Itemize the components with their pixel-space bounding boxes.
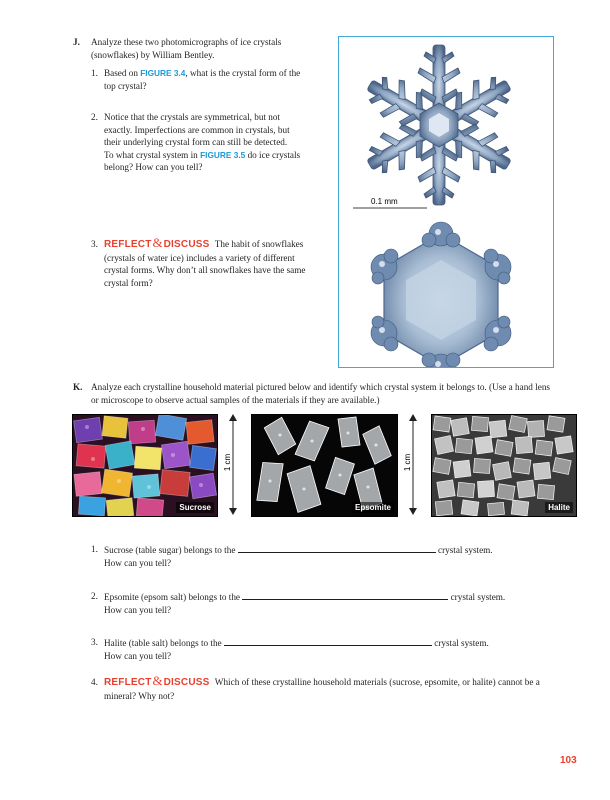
question-j2-number: 2. <box>91 112 98 122</box>
question-j2-line3: their underlying crystal form can still be detected. <box>104 137 288 148</box>
question-k3-number: 3. <box>91 637 98 647</box>
question-k1-post: crystal system. <box>438 545 493 555</box>
question-k3-pre: Halite (table salt) belongs to the <box>104 638 222 648</box>
sucrose-image <box>73 415 217 516</box>
question-k2-pre: Epsomite (epsom salt) belongs to the <box>104 592 241 602</box>
question-j1 <box>104 67 334 92</box>
question-j3-line2: (crystals of water ice) includes a variety of different <box>104 252 295 263</box>
section-k-label <box>73 381 82 394</box>
question-k1 <box>104 543 574 569</box>
scale-arrow-2 <box>403 414 420 515</box>
halite-label: Halite <box>545 502 573 513</box>
question-j1-post: , what is the crystal form of the <box>185 68 301 78</box>
section-j-intro-line1: Analyze these two photomicrographs of ice crystals <box>91 37 282 47</box>
section-j-intro <box>91 36 331 61</box>
snowflake-top-image <box>359 45 519 205</box>
answer-blank-epsomite[interactable] <box>242 590 448 600</box>
snowflake-bottom-image <box>371 222 511 367</box>
question-k2-line2: How can you tell? <box>104 604 172 615</box>
section-k-label-text: K. <box>73 382 83 392</box>
epsomite-photo-panel <box>251 414 398 517</box>
question-k1-line2: How can you tell? <box>104 557 172 568</box>
page-number: 103 <box>560 755 577 766</box>
question-j3 <box>104 237 339 289</box>
question-j3-line4: crystal form? <box>104 277 153 288</box>
question-j1-pre: Based on <box>104 68 138 78</box>
question-j2-line4-post: do ice crystals <box>247 149 301 160</box>
question-j2 <box>104 111 334 174</box>
answer-blank-sucrose[interactable] <box>238 543 436 553</box>
question-j2-line4-pre: To what crystal system in <box>104 149 198 160</box>
section-j-label: J. <box>73 37 80 47</box>
question-k4-line1: Which of these crystalline household materials (sucrose, epsomite, or halite) cannot be a <box>214 677 540 687</box>
reflect-label-k4: REFLECT <box>104 677 152 688</box>
question-k2-post: crystal system. <box>450 592 506 602</box>
scale-label-1cm-b: 1 cm <box>403 453 413 472</box>
section-k-intro-line1: Analyze each crystalline household material pictured below and identify which crystal system it belongs to. (Use a hand lens <box>91 382 550 392</box>
question-k2-number: 2. <box>91 591 98 601</box>
question-k2 <box>104 590 574 616</box>
question-j2-line2: exactly. Imperfections are common in crystals, but <box>104 124 290 135</box>
scale-label-1cm-a: 1 cm <box>223 453 233 472</box>
question-j2-line1: Notice that the crystals are symmetrical, but not <box>104 112 281 122</box>
section-k-intro <box>91 381 581 406</box>
scale-label-0-1mm: 0.1 mm <box>371 197 398 206</box>
question-j1-number: 1. <box>91 68 98 78</box>
question-k3-post: crystal system. <box>434 638 489 648</box>
epsomite-image <box>252 415 397 516</box>
question-k4-line2: mineral? Why not? <box>104 690 175 701</box>
ampersand-k4: & <box>152 673 163 688</box>
snowflake-photo-frame <box>338 36 554 368</box>
question-k4 <box>104 675 584 702</box>
question-k3 <box>104 636 574 662</box>
reflect-label: REFLECT <box>104 239 152 250</box>
halite-photo-panel <box>431 414 577 517</box>
question-j1-line2: top crystal? <box>104 80 147 91</box>
discuss-label: DISCUSS <box>163 239 210 250</box>
question-k1-number: 1. <box>91 544 98 554</box>
answer-blank-halite[interactable] <box>224 636 432 646</box>
question-j3-number: 3. <box>91 239 98 249</box>
sucrose-label: Sucrose <box>176 502 214 513</box>
figure-3-4-link[interactable]: FIGURE 3.4 <box>140 68 186 78</box>
section-j-intro-line2: (snowflakes) by William Bentley. <box>91 49 215 60</box>
sucrose-photo-panel <box>72 414 218 517</box>
question-j3-line3: crystal forms. Why don’t all snowflakes have the same <box>104 265 306 276</box>
section-j <box>73 36 80 49</box>
halite-image <box>432 415 576 516</box>
question-k1-pre: Sucrose (table sugar) belongs to the <box>104 545 236 555</box>
question-j3-line1: The habit of snowflakes <box>214 239 304 249</box>
question-j2-line5: belong? How can you tell? <box>104 162 203 173</box>
question-k3-line2: How can you tell? <box>104 650 172 661</box>
ampersand: & <box>152 235 163 250</box>
figure-3-5-link[interactable]: FIGURE 3.5 <box>200 149 246 160</box>
section-k-intro-line2: or microscope to observe actual samples of the materials if they are available.) <box>91 394 380 405</box>
epsomite-label: Epsomite <box>352 502 394 513</box>
discuss-label-k4: DISCUSS <box>163 677 210 688</box>
scale-arrow-1 <box>223 414 240 515</box>
question-k4-number: 4. <box>91 677 98 687</box>
